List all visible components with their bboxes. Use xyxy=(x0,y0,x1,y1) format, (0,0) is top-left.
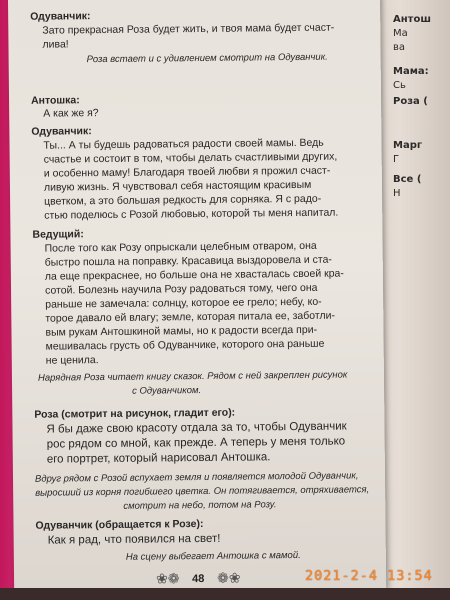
text-line: А как же я? xyxy=(43,107,99,120)
speaker-label: Одуванчик: xyxy=(30,10,91,23)
text-line: его портрет, который нарисовал Антошка. xyxy=(46,451,271,466)
text-line: После того как Розу опрыскали целебным отваром, она xyxy=(44,239,317,255)
text-line: ливую жизнь. Я чувствовал себя настоящим красивым xyxy=(43,178,312,194)
speaker-label: Роза (смотрит на рисунок, гладит его): xyxy=(34,406,236,421)
stage-direction-line: выросший из корня погибшего цветка. Он потягивается, отряхивается, xyxy=(35,484,370,499)
stage-direction-line: с Одуванчиком. xyxy=(132,384,202,397)
text-line: Ты... А ты будешь радоваться радости своей мамы. Ведь xyxy=(43,136,324,152)
stage-direction-line: Роза встает и с удивлением смотрит на Одуванчик. xyxy=(86,51,328,66)
text-line: ла еще прекраснее, но больше она не хвасталась своей кра- xyxy=(44,267,344,283)
text-line: счастье и состоит в том, чтобы делать счастливыми других, xyxy=(43,150,338,166)
adjacent-page-line: Роза ( xyxy=(393,96,428,107)
adjacent-page-line: Мама: xyxy=(393,66,429,77)
adjacent-page-line: Сь xyxy=(393,80,406,91)
adjacent-page-line: Антош xyxy=(393,14,431,25)
text-line: раньше не замечала: солнцу, которое ее грело; небу, ко- xyxy=(45,295,322,311)
flower-ornament-right-icon: ❁❀ xyxy=(216,570,241,587)
photo-timestamp: 2021-2-4 13:54 xyxy=(305,568,433,584)
adjacent-page-line: ва xyxy=(393,42,406,53)
flower-ornament-left-icon: ❀❁ xyxy=(155,571,180,588)
text-line: мешивалась грусть об Одуванчике, которого она раньше xyxy=(45,337,325,353)
stage-direction-line: смотрит на небо, потом на Розу. xyxy=(123,499,277,512)
stage-direction-line: На сцену выбегает Антошка с мамой. xyxy=(125,549,301,563)
text-line: и особенно маму! Благодаря твоей любви я прожил счаст- xyxy=(43,164,331,180)
stage-direction-line: Вдруг рядом с Розой вспухает земля и появляется молодой Одуванчик, xyxy=(34,470,359,485)
speaker-label: Антошка: xyxy=(30,94,80,107)
text-line: Как я рад, что появился на свет! xyxy=(47,532,221,547)
page-number: 48 xyxy=(192,572,205,586)
text-line: вым рукам Антошкиной мамы, но к радости всегда при- xyxy=(45,323,318,339)
adjacent-page-line: Г xyxy=(393,154,400,165)
speaker-label: Ведущий: xyxy=(32,228,84,241)
text-line: не ценила. xyxy=(45,354,99,367)
speaker-label: Одуванчик (обращается к Розе): xyxy=(35,517,204,532)
adjacent-page-line: Н xyxy=(393,188,401,199)
text-line: Я бы даже свою красоту отдала за то, чтобы Одуванчик xyxy=(46,420,347,436)
text-line: цветком, а это большая редкость для сорняка. Я с радо- xyxy=(44,192,322,208)
text-line: рос рядом со мной, как прежде. А теперь у меня только xyxy=(46,435,346,451)
text-line: сотой. Болезнь научила Розу радоваться тому, чего она xyxy=(44,281,318,297)
adjacent-page-line: Марг xyxy=(393,140,423,151)
text-line: быстро пошла на поправку. Красавица выздоровела и ста- xyxy=(44,253,332,269)
book-page xyxy=(8,0,386,594)
adjacent-page-line: Ма xyxy=(393,28,408,39)
text-line: стью поделюсь с Розой любовью, которой ты меня напитал. xyxy=(44,206,339,222)
bottom-shadow xyxy=(0,588,450,600)
text-line: лива! xyxy=(42,38,69,51)
speaker-label: Одуванчик: xyxy=(31,125,92,138)
stage-direction-line: Нарядная Роза читает книгу сказок. Рядом с ней закреплен рисунок xyxy=(37,369,348,384)
text-line: Зато прекрасная Роза будет жить, и твоя мама будет счаст- xyxy=(42,21,335,37)
adjacent-page-line: Все ( xyxy=(393,174,422,185)
text-line: торое давало ей влагу; земле, которая питала ее, заботли- xyxy=(45,309,335,325)
